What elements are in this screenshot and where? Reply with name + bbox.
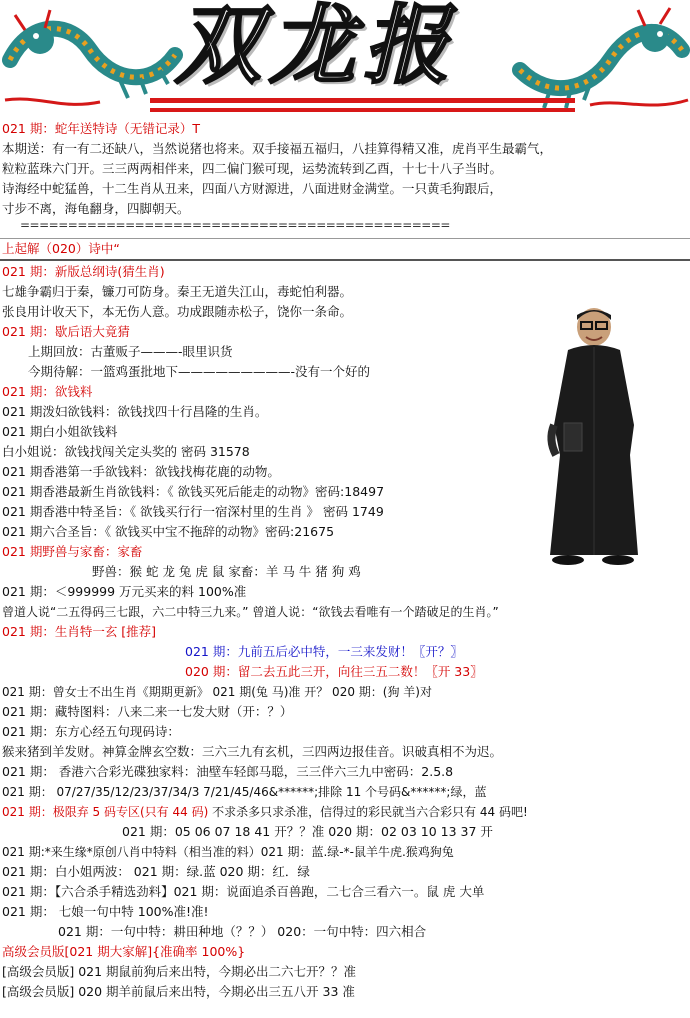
text-line: 021 期：白小姐两波： 021 期：绿.蓝 020 期：红．绿 — [2, 864, 310, 879]
text-line: 021 期：＜999999 万元买来的料 100%准 — [2, 584, 247, 599]
section-title: 021 期：极限弃 5 码专区(只有 44 码) — [2, 805, 209, 819]
poem-title: 021 期：蛇年送特诗（无错记录）T — [2, 121, 200, 136]
text-line: 021 期:*来生缘*原创八肖中特料（相当准的料）021 期：蓝.绿-*-鼠羊牛虎.猴鸡狗兔 — [2, 845, 454, 859]
masthead-title: 双龙报 — [175, 0, 457, 96]
section-title: 021 期：欲钱料 — [2, 384, 93, 399]
section-title: 高级会员版[021 期大家解]{准确率 100%} — [2, 944, 246, 959]
text-line — [2, 802, 528, 822]
masthead-bar-top — [150, 98, 575, 103]
person-photo — [538, 305, 650, 570]
masthead-banner — [0, 0, 690, 120]
section-title: 021 期：生肖特一玄 [推荐] — [2, 624, 157, 639]
text-line: 今期待解：一篮鸡蛋批地下—————————-没有一个好的 — [28, 364, 371, 379]
text-line: 021 期香港最新生肖欲钱料：《 欲钱买死后能走的动物》密码:18497 — [2, 484, 385, 499]
poem-line: 寸步不离，海龟翻身，四脚朝天。 — [2, 201, 190, 216]
text-line: 021 期香港中特圣旨：《 欲钱买行行一宿深村里的生肖 》 密码 1749 — [2, 504, 384, 519]
text-line: 021 期： 香港六合彩光碟独家料：油壁车轻郎马聪，三三伴六三九中密码：2.5.8 — [2, 764, 454, 779]
text-line: 021 期：藏特图料：八来二来一七发大财（开：？） — [2, 704, 293, 719]
text-line: 曾道人说“二五得码三七跟，六二中特三九来。” 曾道人说：“欲钱去看唯有一个踏破足的生肖。” — [2, 605, 499, 619]
masthead-bar-bottom — [150, 108, 575, 112]
section-title: 021 期：新版总纲诗(猜生肖) — [2, 264, 165, 279]
last-result: 上起解（020）诗中“ — [2, 241, 120, 256]
poem-line: 粒粒蓝珠六门开。三三两两相伴来，四二偏门猴可现，运势流转到乙酉，十七十八子当时。 — [2, 161, 503, 176]
text-line: 猴来猪到羊发财。神算金牌玄空数：三六三九有玄机，三四两边报佳音。识破真相不为迟。 — [2, 744, 503, 759]
text-line: 021 期白小姐欲钱料 — [2, 424, 118, 439]
text-line: [高级会员版] 021 期鼠前狗后来出特，今期必出二六七开？？准 — [2, 964, 357, 979]
text-line: 021 期泼妇欲钱料：欲钱找四十行昌隆的生肖。 — [2, 404, 268, 419]
text-line: 021 期：曾女士不出生肖《期期更新》 021 期(兔 马)准 开？ 020 期：(狗 羊)对 — [2, 685, 432, 699]
text-line: 张良用计收天下，本无伤人意。功成跟随赤松子，饶你一条命。 — [2, 304, 353, 319]
text-line: 021 期：一句中特：耕田种地（？？） 020：一句中特：四六相合 — [58, 924, 427, 939]
text-line: 上期回放：古董贩子———-眼里识货 — [28, 344, 233, 359]
text-span: 不求杀多只求杀准，信得过的彩民就当六合彩只有 44 码吧! — [208, 805, 528, 819]
equals-separator: ============================================= — [20, 218, 450, 232]
poem-line: 本期送：有一有二还缺八，当然说猪也将来。双手接福五福归，八挂算得精又准，虎肖平生最霸气， — [2, 141, 553, 156]
divider — [0, 259, 690, 261]
text-line: 021 期： 07/27/35/12/23/37/34/3 7/21/45/46&******;排除 11 个号码&******;绿，蓝 — [2, 785, 487, 799]
section-title: 021 期：歇后语大竟猜 — [2, 324, 130, 339]
highlight-line: 021 期：九前五后必中特，一三来发财！〖开？〗 — [185, 644, 463, 659]
animal-list: 野兽：猴 蛇 龙 兔 虎 鼠 家畜：羊 马 牛 猪 狗 鸡 — [92, 564, 361, 579]
text-line: 021 期：【六合杀手精选劲料】021 期：说面追杀百兽跑，二七合三看六一。鼠 虎 大单 — [2, 884, 485, 899]
text-line: [高级会员版] 020 期羊前鼠后来出特，今期必出三五八开 33 准 — [2, 984, 355, 999]
text-line: 021 期香港第一手欲钱料：欲钱找梅花鹿的动物。 — [2, 464, 280, 479]
number-line: 021 期：05 06 07 18 41 开？？准 020 期：02 03 10 13 37 开 — [122, 824, 493, 839]
text-line: 七雄争霸归于秦，镰刀可防身。秦王无道失江山，毒蛇怕利器。 — [2, 284, 353, 299]
highlight-line: 020 期：留二去五此三开，向往三五二数！〖开 33〗 — [185, 664, 483, 679]
text-line: 021 期六合圣旨：《 欲钱买中宝不拖辞的动物》密码:21675 — [2, 524, 335, 539]
section-title: 021 期野兽与家畜：家畜 — [2, 544, 143, 559]
text-line: 白小姐说：欲钱找闯关定头奖的 密码 31578 — [2, 444, 250, 459]
text-line: 021 期： 七娘一句中特 100%准!准! — [2, 904, 209, 919]
text-line: 021 期：东方心经五句现码诗： — [2, 724, 180, 739]
poem-line: 诗海经中蛇猛兽，十二生肖从丑来，四面八方财源进，八面进财金满堂。一只黄毛狗跟后， — [2, 181, 503, 196]
